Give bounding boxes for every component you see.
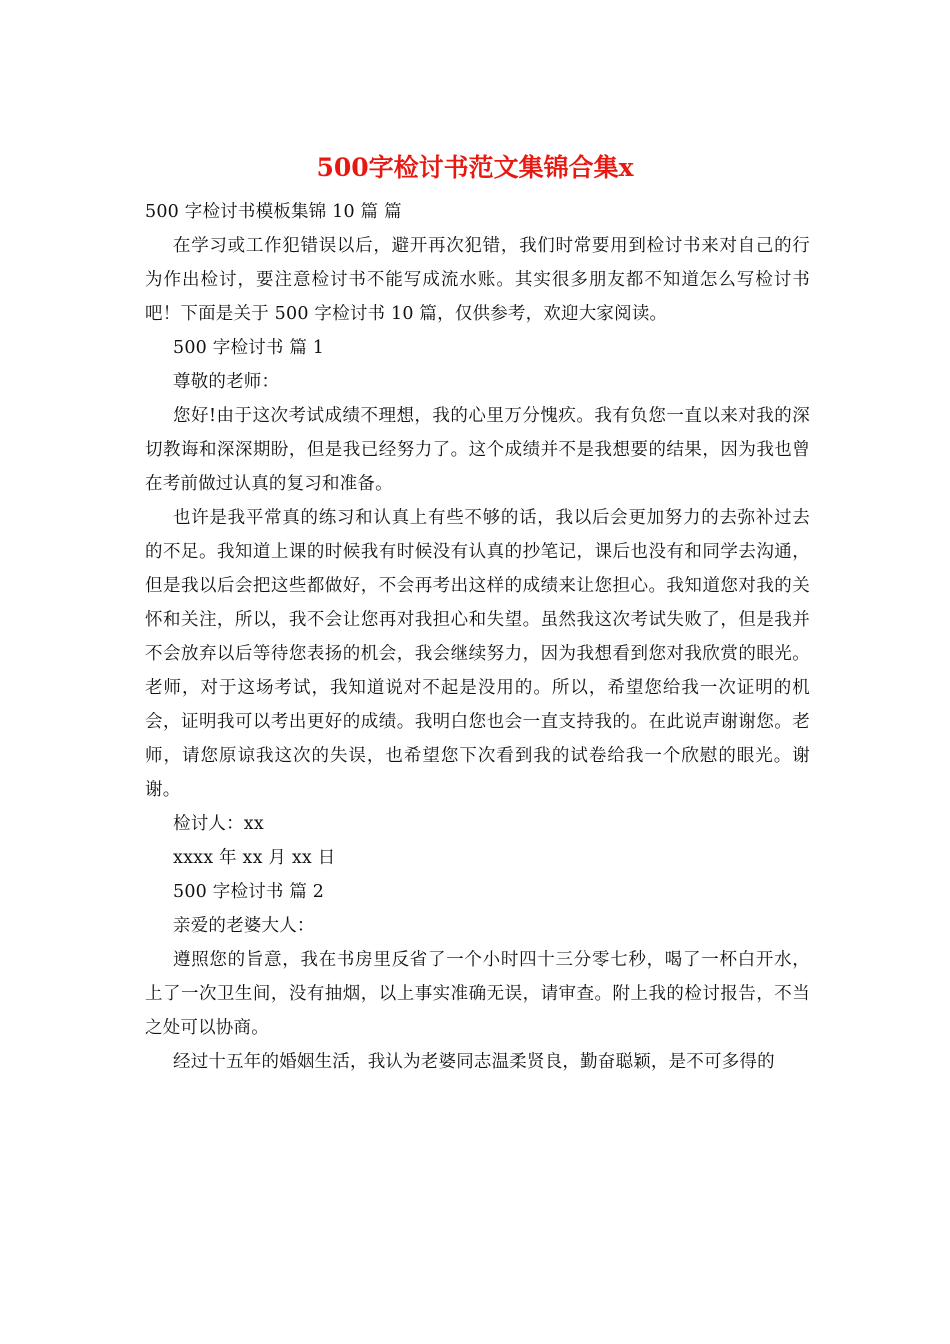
subtitle-line: 500 字检讨书模板集锦 10 篇 篇 xyxy=(145,202,402,222)
document-title: 500字检讨书范文集锦合集x xyxy=(316,153,634,182)
salutation-2: 亲爱的老婆大人： xyxy=(173,916,315,936)
body-paragraph: 经过十五年的婚姻生活，我认为老婆同志温柔贤良，勤奋聪颖，是不可多得的 xyxy=(173,1052,775,1072)
date-line: xxxx 年 xx 月 xx 日 xyxy=(173,848,336,868)
document-body xyxy=(145,195,810,1079)
body-paragraph: 遵照您的旨意，我在书房里反省了一个小时四十三分零七秒，喝了一杯白开水，上了一次卫生间，没有抽烟，以上事实准确无误，请审查。附上我的检讨报告，不当之处可以协商。 xyxy=(145,950,810,1038)
section-heading-2: 500 字检讨书 篇 2 xyxy=(173,882,325,902)
body-paragraph: 也许是我平常真的练习和认真上有些不够的话，我以后会更加努力的去弥补过去的不足。我知道上课的时候我有时候没有认真的抄笔记，课后也没有和同学去沟通，但是我以后会把这些都做好，不会再考出这样的成绩来让您担心。我知道您对我的关怀和关注，所以，我不会让您再对我担心和失望。虽然我这次考试失败了，但是我并不会放弃以后等待您表扬的机会，我会继续努力，因为我想看到您对我欣赏的眼光。老师，对于这场考试，我知道说对不起是没用的。所以，希望您给我一次证明的机会，证明我可以考出更好的成绩。我明白您也会一直支持我的。在此说声谢谢您。老师，请您原谅我这次的失误，也希望您下次看到我的试卷给我一个欣慰的眼光。谢谢。 xyxy=(145,508,810,800)
body-paragraph: 您好!由于这次考试成绩不理想，我的心里万分愧疚。我有负您一直以来对我的深切教诲和深深期盼，但是我已经努力了。这个成绩并不是我想要的结果，因为我也曾在考前做过认真的复习和准备。 xyxy=(145,406,810,494)
intro-paragraph: 在学习或工作犯错误以后，避开再次犯错，我们时常要用到检讨书来对自己的行为作出检讨，要注意检讨书不能写成流水账。其实很多朋友都不知道怎么写检讨书吧！下面是关于 500 字检讨书 10 篇，仅供参考，欢迎大家阅读。 xyxy=(145,236,810,324)
salutation-1: 尊敬的老师： xyxy=(173,372,280,392)
signature-line: 检讨人：xx xyxy=(173,814,264,834)
section-heading-1: 500 字检讨书 篇 1 xyxy=(173,338,325,358)
